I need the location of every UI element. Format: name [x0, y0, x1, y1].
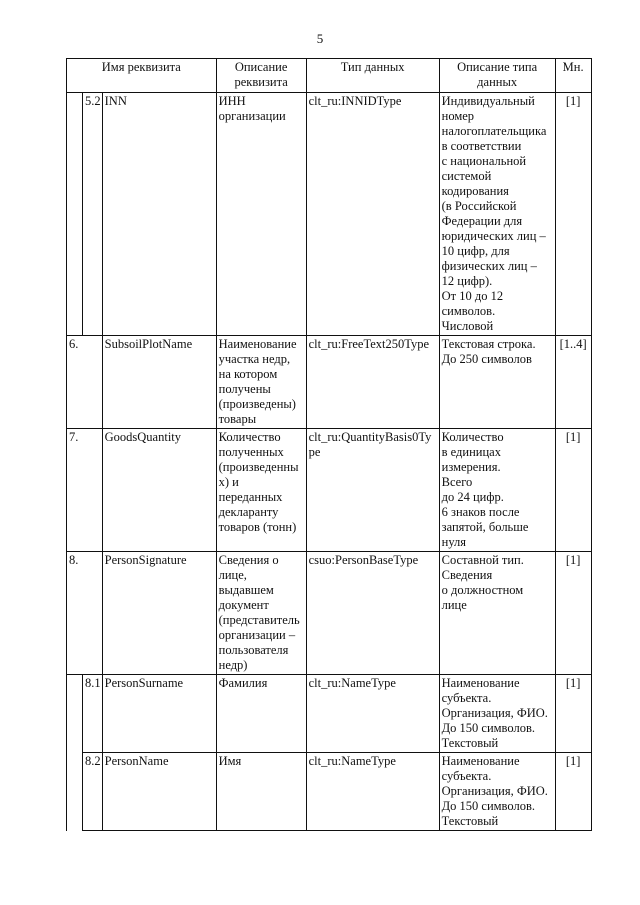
indent-cell — [67, 753, 83, 831]
row-multiplicity: [1] — [555, 93, 591, 336]
row-name: PersonSurname — [102, 675, 216, 753]
table-row — [67, 753, 592, 831]
row-number: 8.2 — [83, 753, 103, 831]
row-type-description: Индивидуальный номер налогоплательщика в соответствии с национальной системой кодирования (в Российской Федерации для юридических лиц – 10 цифр, для физических лиц – 12 цифр). От 10 до 12 символов. Числовой — [439, 93, 555, 336]
row-data-type: clt_ru:QuantityBasis0Type — [306, 429, 439, 552]
row-description: ИНН организации — [216, 93, 306, 336]
row-data-type: clt_ru:INNIDType — [306, 93, 439, 336]
row-name: GoodsQuantity — [102, 429, 216, 552]
row-number: 6. — [67, 336, 103, 429]
row-number: 8.1 — [83, 675, 103, 753]
row-type-description: Составной тип. Сведения о должностном лице — [439, 552, 555, 675]
row-number: 8. — [67, 552, 103, 675]
row-multiplicity: [1] — [555, 552, 591, 675]
row-data-type: clt_ru:NameType — [306, 753, 439, 831]
row-multiplicity: [1] — [555, 429, 591, 552]
row-type-description: Наименование субъекта. Организация, ФИО. До 150 символов. Текстовый — [439, 675, 555, 753]
header-name: Имя реквизита — [67, 59, 217, 93]
table-row — [67, 336, 592, 429]
header-data-type: Тип данных — [306, 59, 439, 93]
row-type-description: Наименование субъекта. Организация, ФИО. До 150 символов. Текстовый — [439, 753, 555, 831]
table-row — [67, 93, 592, 336]
row-number: 5.2 — [83, 93, 103, 336]
row-name: SubsoilPlotName — [102, 336, 216, 429]
row-description: Имя — [216, 753, 306, 831]
row-description: Сведения о лице, выдавшем документ (представитель организации – пользователя недр) — [216, 552, 306, 675]
table-row — [67, 552, 592, 675]
header-multiplicity: Мн. — [555, 59, 591, 93]
row-multiplicity: [1] — [555, 675, 591, 753]
row-data-type: csuo:PersonBaseType — [306, 552, 439, 675]
indent-cell — [67, 93, 83, 336]
page-number: 5 — [316, 31, 324, 46]
row-description: Количество полученных (произведенны х) и переданных декларанту товаров (тонн) — [216, 429, 306, 552]
header-description: Описание реквизита — [216, 59, 306, 93]
row-description: Фамилия — [216, 675, 306, 753]
row-name: PersonSignature — [102, 552, 216, 675]
header-type-description: Описание типа данных — [439, 59, 555, 93]
indent-cell — [67, 675, 83, 753]
row-multiplicity: [1..4] — [555, 336, 591, 429]
row-data-type: clt_ru:FreeText250Type — [306, 336, 439, 429]
row-number: 7. — [67, 429, 103, 552]
row-name: INN — [102, 93, 216, 336]
row-type-description: Количество в единицах измерения. Всего до 24 цифр. 6 знаков после запятой, больше нуля — [439, 429, 555, 552]
row-name: PersonName — [102, 753, 216, 831]
requisites-table — [66, 58, 592, 831]
row-description: Наименование участка недр, на котором получены (произведены) товары — [216, 336, 306, 429]
table-row — [67, 675, 592, 753]
row-type-description: Текстовая строка. До 250 символов — [439, 336, 555, 429]
row-data-type: clt_ru:NameType — [306, 675, 439, 753]
row-multiplicity: [1] — [555, 753, 591, 831]
table-row — [67, 429, 592, 552]
table-header-row — [67, 59, 592, 93]
